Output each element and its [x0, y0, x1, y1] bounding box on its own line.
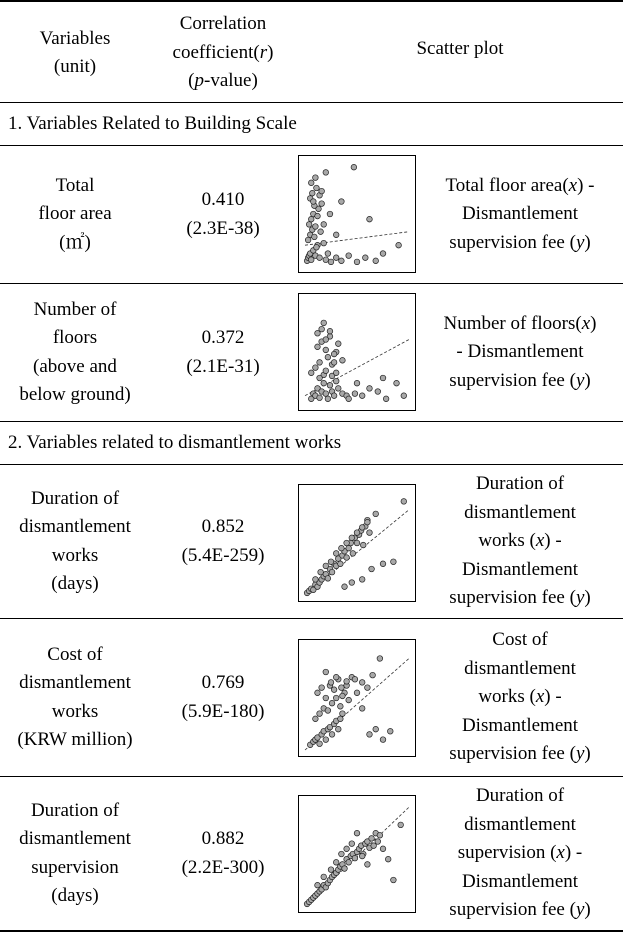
scatter-point [340, 693, 346, 699]
scatter-point [369, 836, 375, 842]
scatter-point [373, 511, 379, 517]
scatter-point [325, 708, 331, 714]
scatter-point [333, 370, 339, 376]
row2-rule [0, 421, 623, 422]
trend-line [305, 340, 409, 396]
row4-variable-line: (KRW million) [17, 729, 133, 750]
scatter-point [373, 258, 379, 264]
scatter-point [333, 255, 339, 261]
header-corr-line1: Correlation [179, 13, 267, 35]
scatter-point [319, 326, 325, 332]
scatter-point [349, 841, 355, 847]
scatter-point [354, 690, 360, 696]
row2-r-value: 0.372 [201, 327, 245, 348]
row5-r-value: 0.882 [201, 828, 245, 849]
scatter-point [339, 545, 345, 551]
scatter-point [321, 320, 327, 326]
scatter-point [317, 255, 323, 261]
row4-r-value: 0.769 [201, 672, 245, 693]
scatter-point [331, 393, 337, 399]
scatter-point [346, 253, 352, 259]
row2-scatter-plot [298, 293, 416, 411]
scatter-point [319, 201, 325, 207]
scatter-point [323, 337, 329, 343]
scatter-point [340, 358, 346, 364]
header-variables [0, 9, 150, 97]
scatter-point [314, 185, 320, 191]
scatter-point [323, 737, 329, 743]
header-corr-line2: coefficient(r) [172, 41, 274, 63]
scatter-point [335, 386, 341, 392]
row2-variable [0, 284, 150, 421]
scatter-point [331, 351, 337, 357]
scatter-point [305, 237, 311, 243]
scatter-point [401, 393, 407, 399]
row4-scatter-plot [298, 639, 416, 757]
scatter-point [367, 530, 373, 536]
scatter-point [323, 695, 329, 701]
bottom-rule [0, 930, 623, 932]
scatter-point [360, 542, 366, 548]
scatter-point [319, 188, 325, 194]
row2-variable-line: (above and [33, 355, 117, 377]
scatter-point [346, 860, 352, 866]
header-scatter-plot [300, 9, 620, 89]
scatter-point [380, 561, 386, 567]
scatter-point [349, 580, 355, 586]
row5-variable-line: Duration of [30, 799, 120, 821]
row1-variable-line: Total [55, 174, 95, 196]
scatter-point [317, 741, 323, 747]
scatter-point [308, 216, 314, 222]
row5-variable-line: supervision [31, 856, 119, 878]
row4-variable-line: Cost of [47, 643, 103, 665]
scatter-point [346, 545, 352, 551]
scatter-point [349, 535, 355, 541]
scatter-point [323, 563, 329, 569]
row3-scatter-plot [298, 484, 416, 602]
scatter-point [335, 341, 341, 347]
row2-variable-line: Number of [33, 298, 117, 320]
scatter-point [323, 669, 329, 675]
scatter-point [338, 704, 344, 710]
scatter-point [313, 577, 319, 583]
scatter-point [321, 380, 327, 386]
scatter-point [380, 846, 386, 852]
scatter-point [315, 344, 321, 350]
scatter-point [344, 540, 350, 546]
scatter-point [338, 561, 344, 567]
scatter-point [319, 685, 325, 691]
scatter-point [387, 728, 393, 734]
row3-variable-line: dismantlement [19, 516, 131, 537]
scatter-point [359, 853, 365, 859]
row3-variable [0, 465, 150, 618]
scatter-point [346, 396, 352, 402]
scatter-point [365, 519, 371, 525]
scatter-svg [299, 156, 415, 272]
scatter-point [351, 164, 357, 170]
row1-scatter-plot [298, 155, 416, 273]
row3-p-value: (5.4E-259) [181, 544, 265, 566]
scatter-point [344, 679, 350, 685]
scatter-point [354, 259, 360, 265]
scatter-point [309, 190, 315, 196]
scatter-point [333, 674, 339, 680]
scatter-point [311, 199, 317, 205]
row1-p-value: (2.3E-38) [186, 217, 260, 239]
row1-variable-line: (㎡) [59, 231, 91, 253]
scatter-point [365, 685, 371, 691]
scatter-point [370, 672, 376, 678]
row5-description: Duration of dismantlement supervision (x) - Dismantlement supervision fee (y) [449, 785, 591, 921]
header-variables-line2: (unit) [53, 56, 97, 77]
row4-description: Cost of dismantlement works (x) - Dismantlement supervision fee (y) [449, 629, 591, 765]
scatter-point [363, 255, 369, 261]
scatter-point [323, 368, 329, 374]
scatter-point [313, 175, 319, 181]
row3-variable-line: Duration of [30, 487, 120, 509]
scatter-point [323, 170, 329, 176]
scatter-point [344, 846, 350, 852]
scatter-point [335, 726, 341, 732]
scatter-point [329, 700, 335, 706]
scatter-point [385, 856, 391, 862]
scatter-point [328, 867, 334, 873]
row5-variable [0, 777, 150, 930]
section-title-building-scale: 1. Variables Related to Building Scale [8, 113, 297, 134]
scatter-point [315, 882, 321, 888]
row2-description: Number of floors(x) - Dismantlement supervision fee (y) [443, 312, 597, 391]
row3-description: Duration of dismantlement works (x) - Dismantlement supervision fee (y) [449, 473, 591, 609]
scatter-point [365, 862, 371, 868]
row3-variable-line: (days) [51, 573, 99, 594]
scatter-point [394, 380, 400, 386]
scatter-point [317, 711, 323, 717]
scatter-point [321, 874, 327, 880]
scatter-point [367, 216, 373, 222]
scatter-point [391, 877, 397, 883]
row4-p-value: (5.9E-180) [181, 700, 265, 722]
scatter-point [325, 396, 331, 402]
scatter-point [339, 199, 345, 205]
scatter-point [306, 222, 312, 228]
scatter-point [323, 391, 329, 397]
row5-variable-line: dismantlement [19, 828, 131, 849]
scatter-point [308, 180, 314, 186]
row4-variable-line: dismantlement [19, 672, 131, 693]
scatter-point [328, 680, 334, 686]
scatter-point [333, 551, 339, 557]
scatter-point [383, 396, 389, 402]
header-scatter-label: Scatter plot [416, 37, 504, 59]
scatter-point [359, 525, 365, 531]
row3-variable-line: works [51, 544, 99, 566]
scatter-point [339, 851, 345, 857]
row4-correlation [148, 619, 298, 776]
scatter-point [352, 676, 358, 682]
scatter-point [359, 577, 365, 583]
row1-r-value: 0.410 [201, 189, 245, 210]
scatter-point [354, 380, 360, 386]
scatter-point [354, 530, 360, 536]
scatter-point [318, 229, 324, 235]
scatter-point [340, 711, 346, 717]
scatter-point [312, 234, 318, 240]
scatter-point [377, 832, 383, 838]
scatter-point [333, 232, 339, 238]
scatter-point [313, 365, 319, 371]
scatter-point [377, 656, 383, 662]
scatter-point [367, 386, 373, 392]
scatter-point [323, 347, 329, 353]
scatter-point [327, 382, 333, 388]
header-corr-line3: (p-value) [188, 70, 258, 92]
row4-variable [0, 619, 150, 776]
scatter-point [359, 393, 365, 399]
scatter-point [367, 732, 373, 738]
row4-variable-line: works [51, 700, 99, 722]
scatter-point [375, 389, 381, 395]
row1-variable [0, 146, 150, 283]
scatter-point [325, 576, 331, 582]
scatter-svg [299, 485, 415, 601]
scatter-point [380, 251, 386, 257]
scatter-point [331, 360, 337, 366]
scatter-point [329, 732, 335, 738]
scatter-point [380, 737, 386, 743]
scatter-point [323, 257, 329, 263]
scatter-point [327, 211, 333, 217]
scatter-point [398, 822, 404, 828]
scatter-point [315, 213, 321, 219]
scatter-point [321, 240, 327, 246]
scatter-point [328, 259, 334, 265]
scatter-point [339, 258, 345, 264]
row3-r-value: 0.852 [201, 516, 245, 537]
scatter-point [325, 251, 331, 257]
scatter-point [344, 555, 350, 561]
scatter-point [354, 830, 360, 836]
scatter-point [352, 391, 358, 397]
scatter-svg [299, 796, 415, 912]
scatter-point [354, 540, 360, 546]
scatter-point [314, 244, 320, 250]
top-rule [0, 0, 623, 2]
row5-p-value: (2.2E-300) [181, 856, 265, 878]
scatter-point [317, 360, 323, 366]
scatter-point [331, 687, 337, 693]
scatter-point [333, 695, 339, 701]
scatter-point [333, 860, 339, 866]
row2-variable-line: below ground) [19, 384, 131, 405]
header-correlation [148, 9, 298, 97]
row1-variable-line: floor area [38, 203, 112, 225]
scatter-point [359, 680, 365, 686]
scatter-point [375, 839, 381, 845]
scatter-svg [299, 294, 415, 410]
scatter-point [313, 716, 319, 722]
scatter-svg [299, 640, 415, 756]
header-variables-line1: Variables [39, 27, 111, 49]
scatter-point [350, 551, 356, 557]
scatter-point [369, 566, 375, 572]
row5-variable-line: (days) [51, 885, 99, 906]
scatter-point [308, 370, 314, 376]
row3-correlation [148, 465, 298, 618]
scatter-point [317, 395, 323, 401]
row2-p-value: (2.1E-31) [186, 355, 260, 377]
scatter-point [380, 375, 386, 381]
scatter-point [315, 690, 321, 696]
scatter-point [401, 499, 407, 505]
scatter-point [342, 866, 348, 872]
scatter-point [333, 378, 339, 384]
scatter-point [359, 706, 365, 712]
header-rule [0, 102, 623, 103]
row5-correlation [148, 777, 298, 930]
row2-variable-line: floors [52, 327, 98, 348]
scatter-point [321, 222, 327, 228]
scatter-point [313, 224, 319, 230]
scatter-point [352, 855, 358, 861]
scatter-point [373, 726, 379, 732]
scatter-point [346, 697, 352, 703]
scatter-point [325, 354, 331, 360]
scatter-point [317, 375, 323, 381]
scatter-point [329, 569, 335, 575]
scatter-point [396, 242, 402, 248]
row1-description: Total floor area(x) - Dismantlement supervision fee (y) [445, 174, 595, 253]
scatter-point [328, 559, 334, 565]
row5-scatter-plot [298, 795, 416, 913]
row1-correlation [148, 146, 298, 283]
scatter-point [338, 716, 344, 722]
scatter-point [327, 328, 333, 334]
section-title-dismantlement-works: 2. Variables related to dismantlement works [8, 432, 342, 453]
row2-correlation [148, 284, 298, 421]
scatter-point [391, 559, 397, 565]
scatter-point [342, 584, 348, 590]
scatter-point [339, 685, 345, 691]
scatter-point [318, 569, 324, 575]
